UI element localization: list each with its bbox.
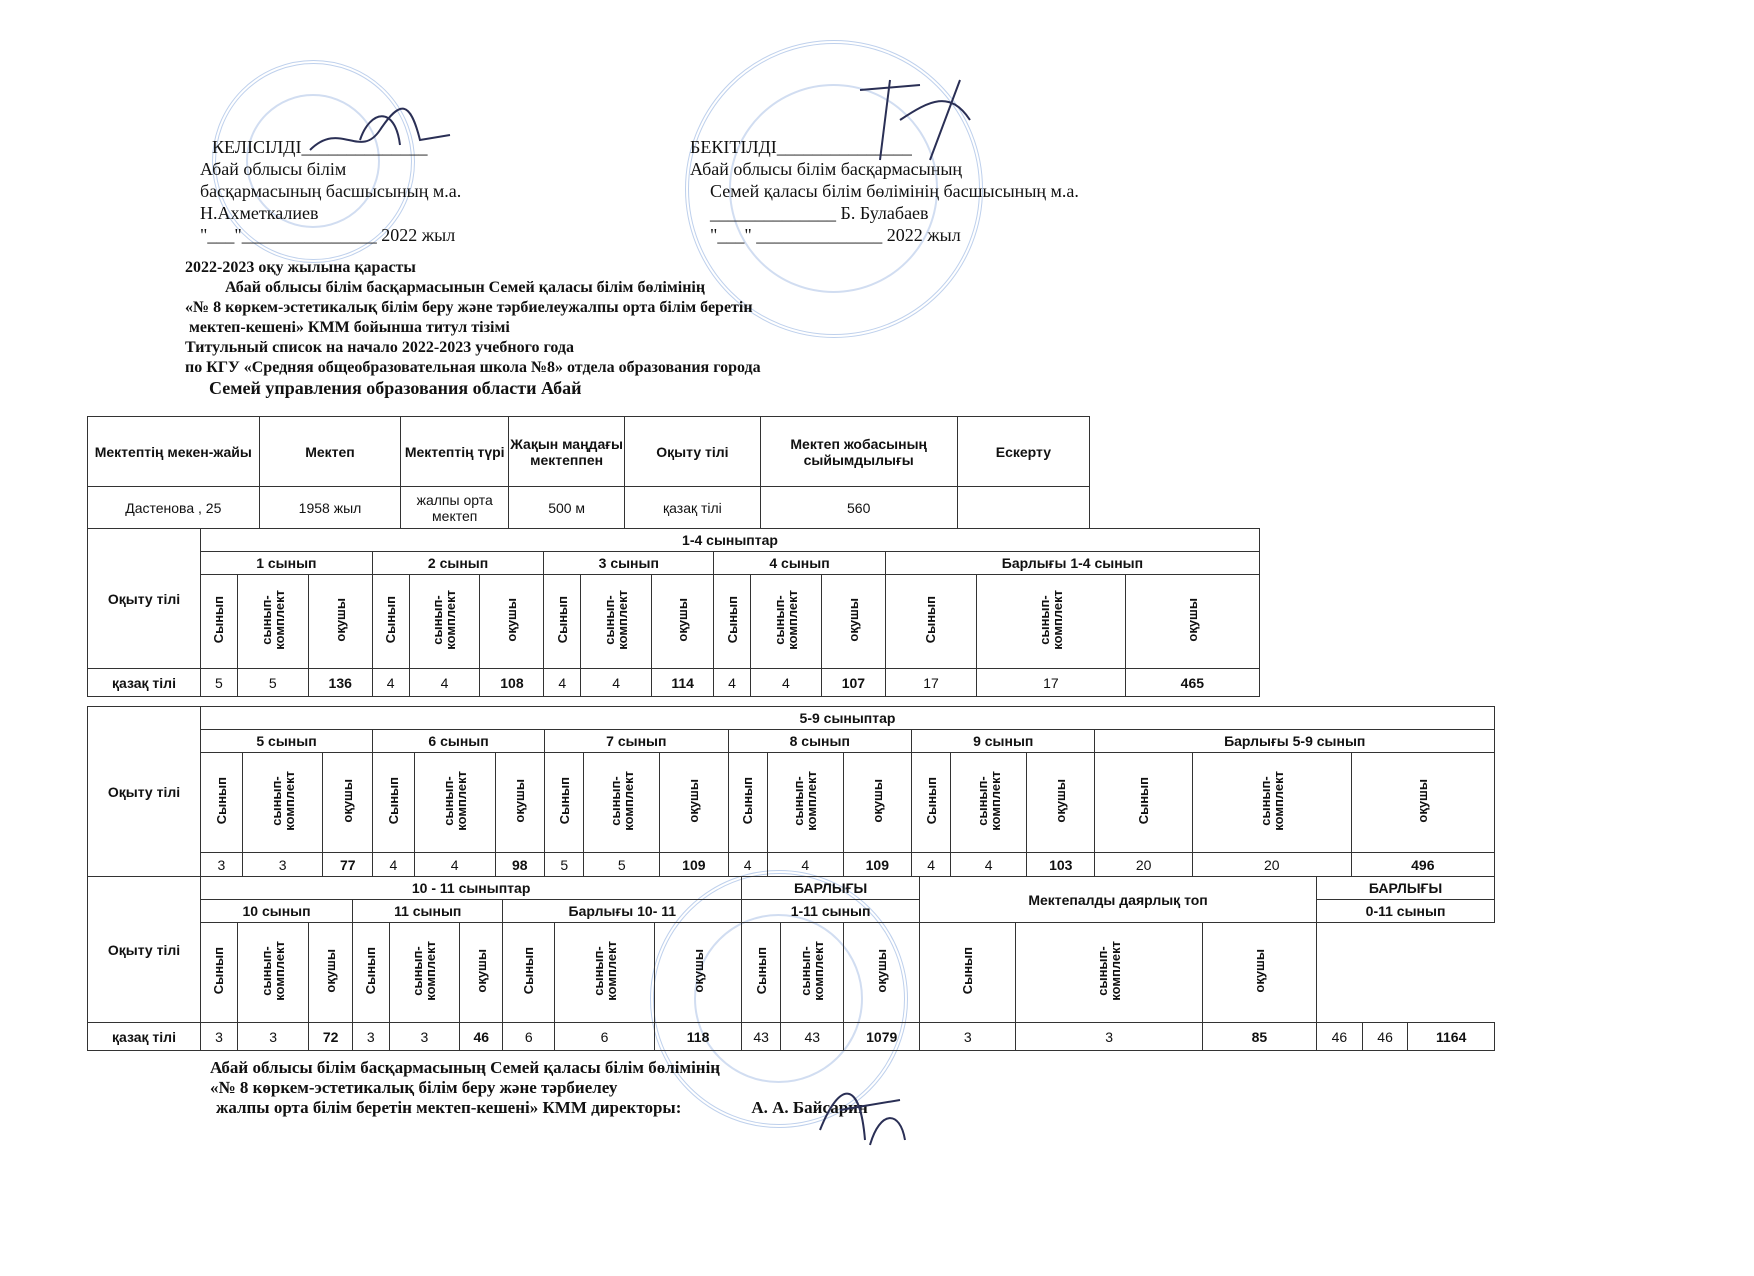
approval-left-line1: Абай облысы білім: [200, 159, 347, 179]
sub-header-label: оқушы: [686, 779, 702, 823]
approval-right-title: БЕКІТІЛДІ: [690, 137, 777, 157]
sub-header: [1016, 923, 1202, 1023]
value-cell: 46: [1317, 1023, 1363, 1051]
approval-left: КЕЛІСІЛДІ______________ Абай облысы білім басқармасының басшысының м.а. Н.Ахметкалиев "___"_______________ 2022 жыл: [200, 137, 462, 245]
sub-header: [545, 753, 584, 853]
info-cell: 560: [760, 487, 957, 529]
class-header: 6 сынып: [373, 730, 545, 753]
footer: [210, 1058, 868, 1118]
sub-header-label: оқушы: [874, 949, 890, 993]
sub-header-label: оқушы: [340, 779, 356, 823]
value-cell: 3: [1016, 1023, 1202, 1051]
director-name: А. А. Байсарин: [751, 1098, 868, 1117]
sub-header-label: Сынып: [521, 947, 537, 995]
sub-header: [714, 575, 751, 669]
sub-header-label: сынып- комплект: [602, 590, 631, 650]
class-header: Барлығы 5-9 сынып: [1095, 730, 1495, 753]
sub-header-label: Сынып: [213, 777, 229, 825]
sub-header: [750, 575, 821, 669]
value-cell: 4: [373, 853, 415, 877]
sub-header-label: оқушы: [1184, 598, 1200, 642]
sub-header-label: Сынып: [383, 596, 399, 644]
sub-header: [1351, 753, 1494, 853]
class-header: Барлығы 1-4 сынып: [885, 552, 1259, 575]
approval-right-line2: Семей қаласы білім бөлімінің басшысының м.а.: [710, 181, 1079, 201]
sub-header-label: сынып- комплект: [771, 590, 800, 650]
value-cell: 5: [545, 853, 584, 877]
sub-header-label: оқушы: [690, 949, 706, 993]
value-cell: 4: [750, 669, 821, 697]
value-cell: 3: [242, 853, 323, 877]
sub-header-label: сынып- комплект: [268, 771, 297, 831]
sub-header: [821, 575, 885, 669]
sub-header-label: Сынып: [960, 947, 976, 995]
info-cell: Дастенова , 25: [88, 487, 260, 529]
value-cell: 4: [372, 669, 409, 697]
value-cell: 118: [654, 1023, 741, 1051]
sub-header: [389, 923, 460, 1023]
sub-header: [660, 753, 728, 853]
sub-header-label: оқушы: [504, 598, 520, 642]
sub-header: [742, 923, 781, 1023]
lang-label: Оқыту тілі: [88, 877, 201, 1023]
sub-header-label: оқушы: [1415, 779, 1431, 823]
info-header: Мектеп жобасының сыйымдылығы: [760, 417, 957, 487]
value-cell: 20: [1192, 853, 1351, 877]
value-cell: 465: [1125, 669, 1259, 697]
class-header: 4 сынып: [714, 552, 886, 575]
sub-header-label: Сынып: [1136, 777, 1152, 825]
total-title: БАРЛЫҒЫ: [742, 877, 920, 900]
sub-header-label: Сынып: [724, 596, 740, 644]
sub-header-label: сынып- комплект: [607, 771, 636, 831]
preschool-title: Мектепалды даярлық топ: [919, 877, 1316, 923]
sub-header: [1202, 923, 1316, 1023]
info-header-row: [88, 417, 1090, 487]
info-header: Мектеп: [259, 417, 401, 487]
sub-header: [373, 753, 415, 853]
value-cell: 85: [1202, 1023, 1316, 1051]
value-cell: 5: [584, 853, 660, 877]
sub-header: [767, 753, 843, 853]
info-data-row: [88, 487, 1090, 529]
sub-header: [323, 753, 373, 853]
group-title: 10 - 11 сыныптар: [201, 877, 742, 900]
value-row: [88, 669, 1260, 697]
value-row: [88, 1023, 1495, 1051]
sub-header-row: [88, 575, 1260, 669]
value-cell: 3: [201, 1023, 238, 1051]
heading-line5: Титульный список на начало 2022-2023 учебного года: [185, 339, 574, 356]
value-cell: 1164: [1408, 1023, 1495, 1051]
signature-left: [300, 90, 460, 170]
heading-line6: по КГУ «Средняя общеобразовательная школа №8» отдела образования города: [185, 359, 761, 376]
info-header: Мектептің мекен-жайы: [88, 417, 260, 487]
approval-left-date: "___"_______________ 2022 жыл: [200, 225, 456, 245]
value-cell: 103: [1027, 853, 1095, 877]
sub-header-label: оқушы: [675, 598, 691, 642]
value-cell: 43: [742, 1023, 781, 1051]
value-cell: 109: [660, 853, 728, 877]
value-cell: 1079: [844, 1023, 919, 1051]
class-header: 3 сынып: [544, 552, 714, 575]
sub-header: [581, 575, 652, 669]
sub-header-label: сынып- комплект: [410, 941, 439, 1001]
sub-header-label: сынып- комплект: [1095, 941, 1124, 1001]
sub-header: [237, 575, 308, 669]
value-cell: 72: [309, 1023, 353, 1051]
value-cell: 4: [767, 853, 843, 877]
sub-header: [409, 575, 480, 669]
value-cell: 4: [544, 669, 581, 697]
sub-header: [843, 753, 911, 853]
sub-header-label: сынып- комплект: [259, 941, 288, 1001]
approval-left-line3: Н.Ахметкалиев: [200, 203, 319, 223]
class-header: 8 сынып: [728, 730, 911, 753]
sub-header-label: сынып- комплект: [791, 771, 820, 831]
value-cell: 3: [353, 1023, 390, 1051]
heading-line3: «№ 8 көркем-эстетикалық білім беру және тәрбиелеужалпы орта білім беретін: [185, 299, 753, 316]
sub-header: [885, 575, 976, 669]
sub-header-label: Сынып: [740, 777, 756, 825]
heading-line1: 2022-2023 оқу жылына қарасты: [185, 259, 416, 276]
lang-label: Оқыту тілі: [88, 529, 201, 669]
approval-left-title: КЕЛІСІЛДІ: [212, 137, 302, 157]
grades-10-11-table: [87, 876, 1495, 1051]
value-cell: 4: [714, 669, 751, 697]
info-header: Мектептің түрі: [401, 417, 509, 487]
value-cell: 4: [414, 853, 495, 877]
sub-header-label: сынып- комплект: [1036, 590, 1065, 650]
value-cell: 98: [495, 853, 545, 877]
sub-header-label: Сынып: [211, 947, 227, 995]
sub-header-label: сынып- комплект: [590, 941, 619, 1001]
class-header: 1 сынып: [201, 552, 373, 575]
sub-header: [652, 575, 714, 669]
class-header: 7 сынып: [545, 730, 728, 753]
sub-header-label: оқушы: [845, 598, 861, 642]
class-header: 5 сынып: [201, 730, 373, 753]
sub-header: [242, 753, 323, 853]
approval-right: БЕКІТІЛДІ_______________ Абай облысы білім басқармасының Семей қаласы білім бөлімінің басшысының м.а. ______________ Б. Булабаев "___" ______________ 2022 жыл: [690, 137, 1079, 245]
sub-header: [728, 753, 767, 853]
sub-header: [919, 923, 1016, 1023]
info-cell: [957, 487, 1089, 529]
value-cell: 46: [460, 1023, 503, 1051]
sub-header-label: сынып- комплект: [430, 590, 459, 650]
sub-header: [308, 575, 372, 669]
sub-header: [912, 753, 951, 853]
info-header: Оқыту тілі: [625, 417, 760, 487]
class-header: 0-11 сынып: [1317, 900, 1495, 923]
total-title: БАРЛЫҒЫ: [1317, 877, 1495, 900]
footer-line3: жалпы орта білім беретін мектеп-кешені» КММ директоры:: [216, 1098, 682, 1117]
sub-header-row: [88, 753, 1495, 853]
lang-label: Оқыту тілі: [88, 707, 201, 877]
info-cell: 1958 жыл: [259, 487, 401, 529]
sub-header: [201, 753, 243, 853]
value-cell: 17: [885, 669, 976, 697]
signature-right: [840, 60, 1000, 170]
sub-header-label: сынып- комплект: [1257, 771, 1286, 831]
sub-header: [353, 923, 390, 1023]
value-cell: 136: [308, 669, 372, 697]
heading-line7: Семей управления образования области Абай: [209, 378, 582, 398]
value-cell: 4: [951, 853, 1027, 877]
value-cell: 108: [480, 669, 544, 697]
sub-header: [977, 575, 1126, 669]
sub-header-label: сынып- комплект: [798, 941, 827, 1001]
sub-header: [654, 923, 741, 1023]
row-label: қазақ тілі: [88, 1023, 201, 1051]
value-cell: 3: [201, 853, 243, 877]
sub-header: [1027, 753, 1095, 853]
value-cell: 17: [977, 669, 1126, 697]
info-header: Жақын маңдағы мектеппен: [509, 417, 625, 487]
info-cell: қазақ тілі: [625, 487, 760, 529]
approval-right-line3: ______________ Б. Булабаев: [710, 203, 929, 223]
group-title: 1-4 сыныптар: [201, 529, 1260, 552]
signature-director: [810, 1070, 920, 1160]
value-cell: 496: [1351, 853, 1494, 877]
group-title: 5-9 сыныптар: [201, 707, 1495, 730]
sub-header-row: [88, 923, 1495, 1023]
sub-header-label: Сынып: [385, 777, 401, 825]
sub-header-label: Сынып: [211, 596, 227, 644]
sub-header-label: оқушы: [1053, 779, 1069, 823]
value-cell: 107: [821, 669, 885, 697]
sub-header: [555, 923, 655, 1023]
sub-header: [1192, 753, 1351, 853]
class-header: 2 сынып: [372, 552, 544, 575]
sub-header-label: оқушы: [869, 779, 885, 823]
sub-header-label: Сынып: [753, 947, 769, 995]
class-header: 1-11 сынып: [742, 900, 920, 923]
row-label: қазақ тілі: [88, 669, 201, 697]
sub-header-label: сынып- комплект: [440, 771, 469, 831]
value-cell: 3: [237, 1023, 308, 1051]
class-header: Барлығы 10- 11: [503, 900, 742, 923]
info-header: Ескерту: [957, 417, 1089, 487]
heading: [185, 258, 761, 398]
value-cell: 6: [555, 1023, 655, 1051]
value-cell: 114: [652, 669, 714, 697]
heading-line2: Абай облысы білім басқармасынын Семей қаласы білім бөлімінің: [225, 279, 706, 296]
sub-header: [201, 923, 238, 1023]
sub-header: [781, 923, 844, 1023]
approval-right-line1: Абай облысы білім басқармасының: [690, 159, 963, 179]
sub-header: [480, 575, 544, 669]
sub-header: [495, 753, 545, 853]
sub-header: [309, 923, 353, 1023]
value-cell: 4: [912, 853, 951, 877]
footer-line1: Абай облысы білім басқармасының Семей қаласы білім бөлімінің: [210, 1058, 721, 1077]
sub-header-label: Сынып: [923, 777, 939, 825]
sub-header-label: сынып- комплект: [258, 590, 287, 650]
info-table: [87, 416, 1090, 529]
sub-header-label: сынып- комплект: [974, 771, 1003, 831]
sub-header: [1125, 575, 1259, 669]
sub-header-label: оқушы: [473, 949, 489, 993]
sub-header-label: оқушы: [332, 598, 348, 642]
value-cell: 46: [1362, 1023, 1408, 1051]
sub-header-label: оқушы: [1251, 949, 1267, 993]
value-row: [88, 853, 1495, 877]
sub-header: [460, 923, 503, 1023]
sub-header-label: Сынып: [363, 947, 379, 995]
value-cell: 20: [1095, 853, 1192, 877]
sub-header: [951, 753, 1027, 853]
class-header: 10 сынып: [201, 900, 353, 923]
value-cell: 3: [919, 1023, 1016, 1051]
value-cell: 4: [581, 669, 652, 697]
value-cell: 4: [728, 853, 767, 877]
info-cell: жалпы орта мектеп: [401, 487, 509, 529]
sub-header-label: Сынып: [923, 596, 939, 644]
sub-header: [584, 753, 660, 853]
value-cell: 77: [323, 853, 373, 877]
sub-header-label: оқушы: [512, 779, 528, 823]
sub-header: [237, 923, 308, 1023]
info-cell: 500 м: [509, 487, 625, 529]
sub-header: [1095, 753, 1192, 853]
sub-header: [544, 575, 581, 669]
value-cell: 4: [409, 669, 480, 697]
approval-left-line2: басқармасының басшысының м.а.: [200, 181, 462, 201]
value-cell: 43: [781, 1023, 844, 1051]
class-header: 11 сынып: [353, 900, 503, 923]
heading-line4: мектеп-кешені» КММ бойынша титул тізімі: [189, 319, 510, 336]
sub-header: [844, 923, 919, 1023]
sub-header-label: Сынып: [556, 777, 572, 825]
class-header: 9 сынып: [912, 730, 1095, 753]
grades-1-4-table: [87, 528, 1260, 697]
grades-5-9-table: [87, 706, 1495, 877]
sub-header: [201, 575, 238, 669]
value-cell: 5: [201, 669, 238, 697]
value-cell: 5: [237, 669, 308, 697]
sub-header: [503, 923, 555, 1023]
sub-header: [414, 753, 495, 853]
sub-header: [372, 575, 409, 669]
value-cell: 109: [843, 853, 911, 877]
value-cell: 6: [503, 1023, 555, 1051]
footer-line2: «№ 8 көркем-эстетикалық білім беру және тәрбиелеу: [210, 1078, 618, 1097]
sub-header-label: Сынып: [554, 596, 570, 644]
value-cell: 3: [389, 1023, 460, 1051]
sub-header-label: оқушы: [323, 949, 339, 993]
approval-right-date: "___" ______________ 2022 жыл: [710, 225, 961, 245]
